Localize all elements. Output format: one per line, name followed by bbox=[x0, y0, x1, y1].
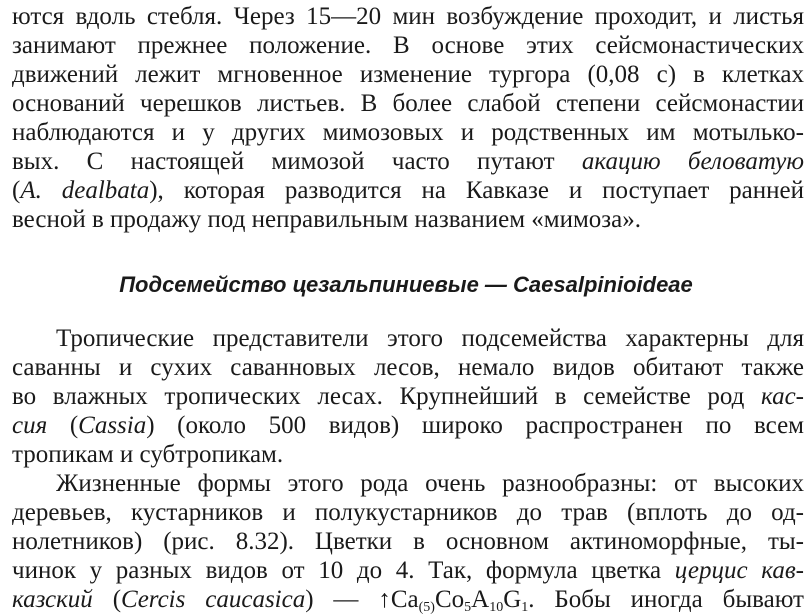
italic-term: церцис кав- bbox=[674, 557, 804, 584]
text-line bbox=[12, 586, 804, 614]
text-run: ( bbox=[69, 412, 79, 439]
text-run: . Бобы иногда бывают bbox=[528, 586, 804, 613]
text-line bbox=[12, 412, 804, 440]
subscript: (5) bbox=[418, 600, 435, 615]
italic-term: Cercis caucasica bbox=[121, 586, 306, 613]
italic-term: сия bbox=[12, 412, 48, 439]
formula bbox=[419, 586, 529, 613]
text-line: тропикам и субтропикам. bbox=[12, 441, 284, 468]
text-run bbox=[70, 412, 804, 439]
subscript: 10 bbox=[489, 600, 504, 615]
text-line: нолетников) (рис. 8.32). Цветки в основном актиноморфные, ты- bbox=[12, 528, 804, 555]
italic-term: Cassia bbox=[78, 412, 147, 439]
subscript: 1 bbox=[521, 600, 529, 615]
text-line: деревьев, кустарников и полукустарников до трав (вплоть до од- bbox=[12, 499, 804, 526]
text-run: ( bbox=[112, 586, 122, 613]
text-run: вых. С настоящей мимозой часто путают bbox=[12, 148, 555, 175]
text-line bbox=[12, 177, 804, 205]
text-run: во влажных тропических лесах. Крупнейший в семействе род bbox=[12, 383, 745, 410]
text-run: G bbox=[503, 586, 522, 613]
text-run bbox=[113, 586, 804, 613]
text-line: движений лежит мгновенное изменение тургора (0,08 с) в клетках bbox=[12, 61, 804, 88]
text-line: наблюдаются и у других мимозовых и родственных им мотылько- bbox=[12, 119, 804, 146]
text-line: саванны и сухих саванновых лесов, немало видов обитают также bbox=[12, 354, 804, 381]
text-run: ( bbox=[12, 177, 21, 204]
text-run: чинок у разных видов от 10 до 4. Так, формула цветка bbox=[12, 557, 662, 584]
text-line: весной в продажу под неправильным названием «мимоза». bbox=[12, 206, 642, 233]
text-line: ются вдоль стебля. Через 15—20 мин возбуждение проходит, и листья bbox=[12, 3, 804, 30]
text-run: ) — ↑Ca bbox=[305, 586, 419, 613]
text-line bbox=[12, 557, 804, 585]
italic-term: акацию беловатую bbox=[581, 148, 804, 175]
italic-term: A. dealbata bbox=[20, 177, 150, 204]
text-run: A bbox=[471, 586, 490, 613]
text-line: Жизненные формы этого рода очень разнообразны: от высоких bbox=[56, 470, 804, 497]
subscript: 5 bbox=[464, 600, 472, 615]
text-run: ), которая разводится на Кавказе и поступает ранней bbox=[149, 177, 805, 204]
text-run: ) (около 500 видов) широко распространен по всем bbox=[146, 412, 804, 439]
section-heading: Подсемейство цезальпиниевые — Caesalpinioideae bbox=[119, 272, 693, 297]
text-line bbox=[12, 383, 804, 411]
italic-term: казский bbox=[12, 586, 93, 613]
text-line: Тропические представители этого подсемейства характерны для bbox=[56, 325, 804, 352]
text-line: занимают прежнее положение. В основе этих сейсмонастических bbox=[12, 32, 804, 59]
italic-term: кас- bbox=[761, 383, 805, 410]
text-run: Co bbox=[434, 586, 465, 613]
text-line: оснований черешков листьев. В более слабой степени сейсмонастии bbox=[12, 90, 804, 117]
text-line bbox=[12, 148, 804, 176]
